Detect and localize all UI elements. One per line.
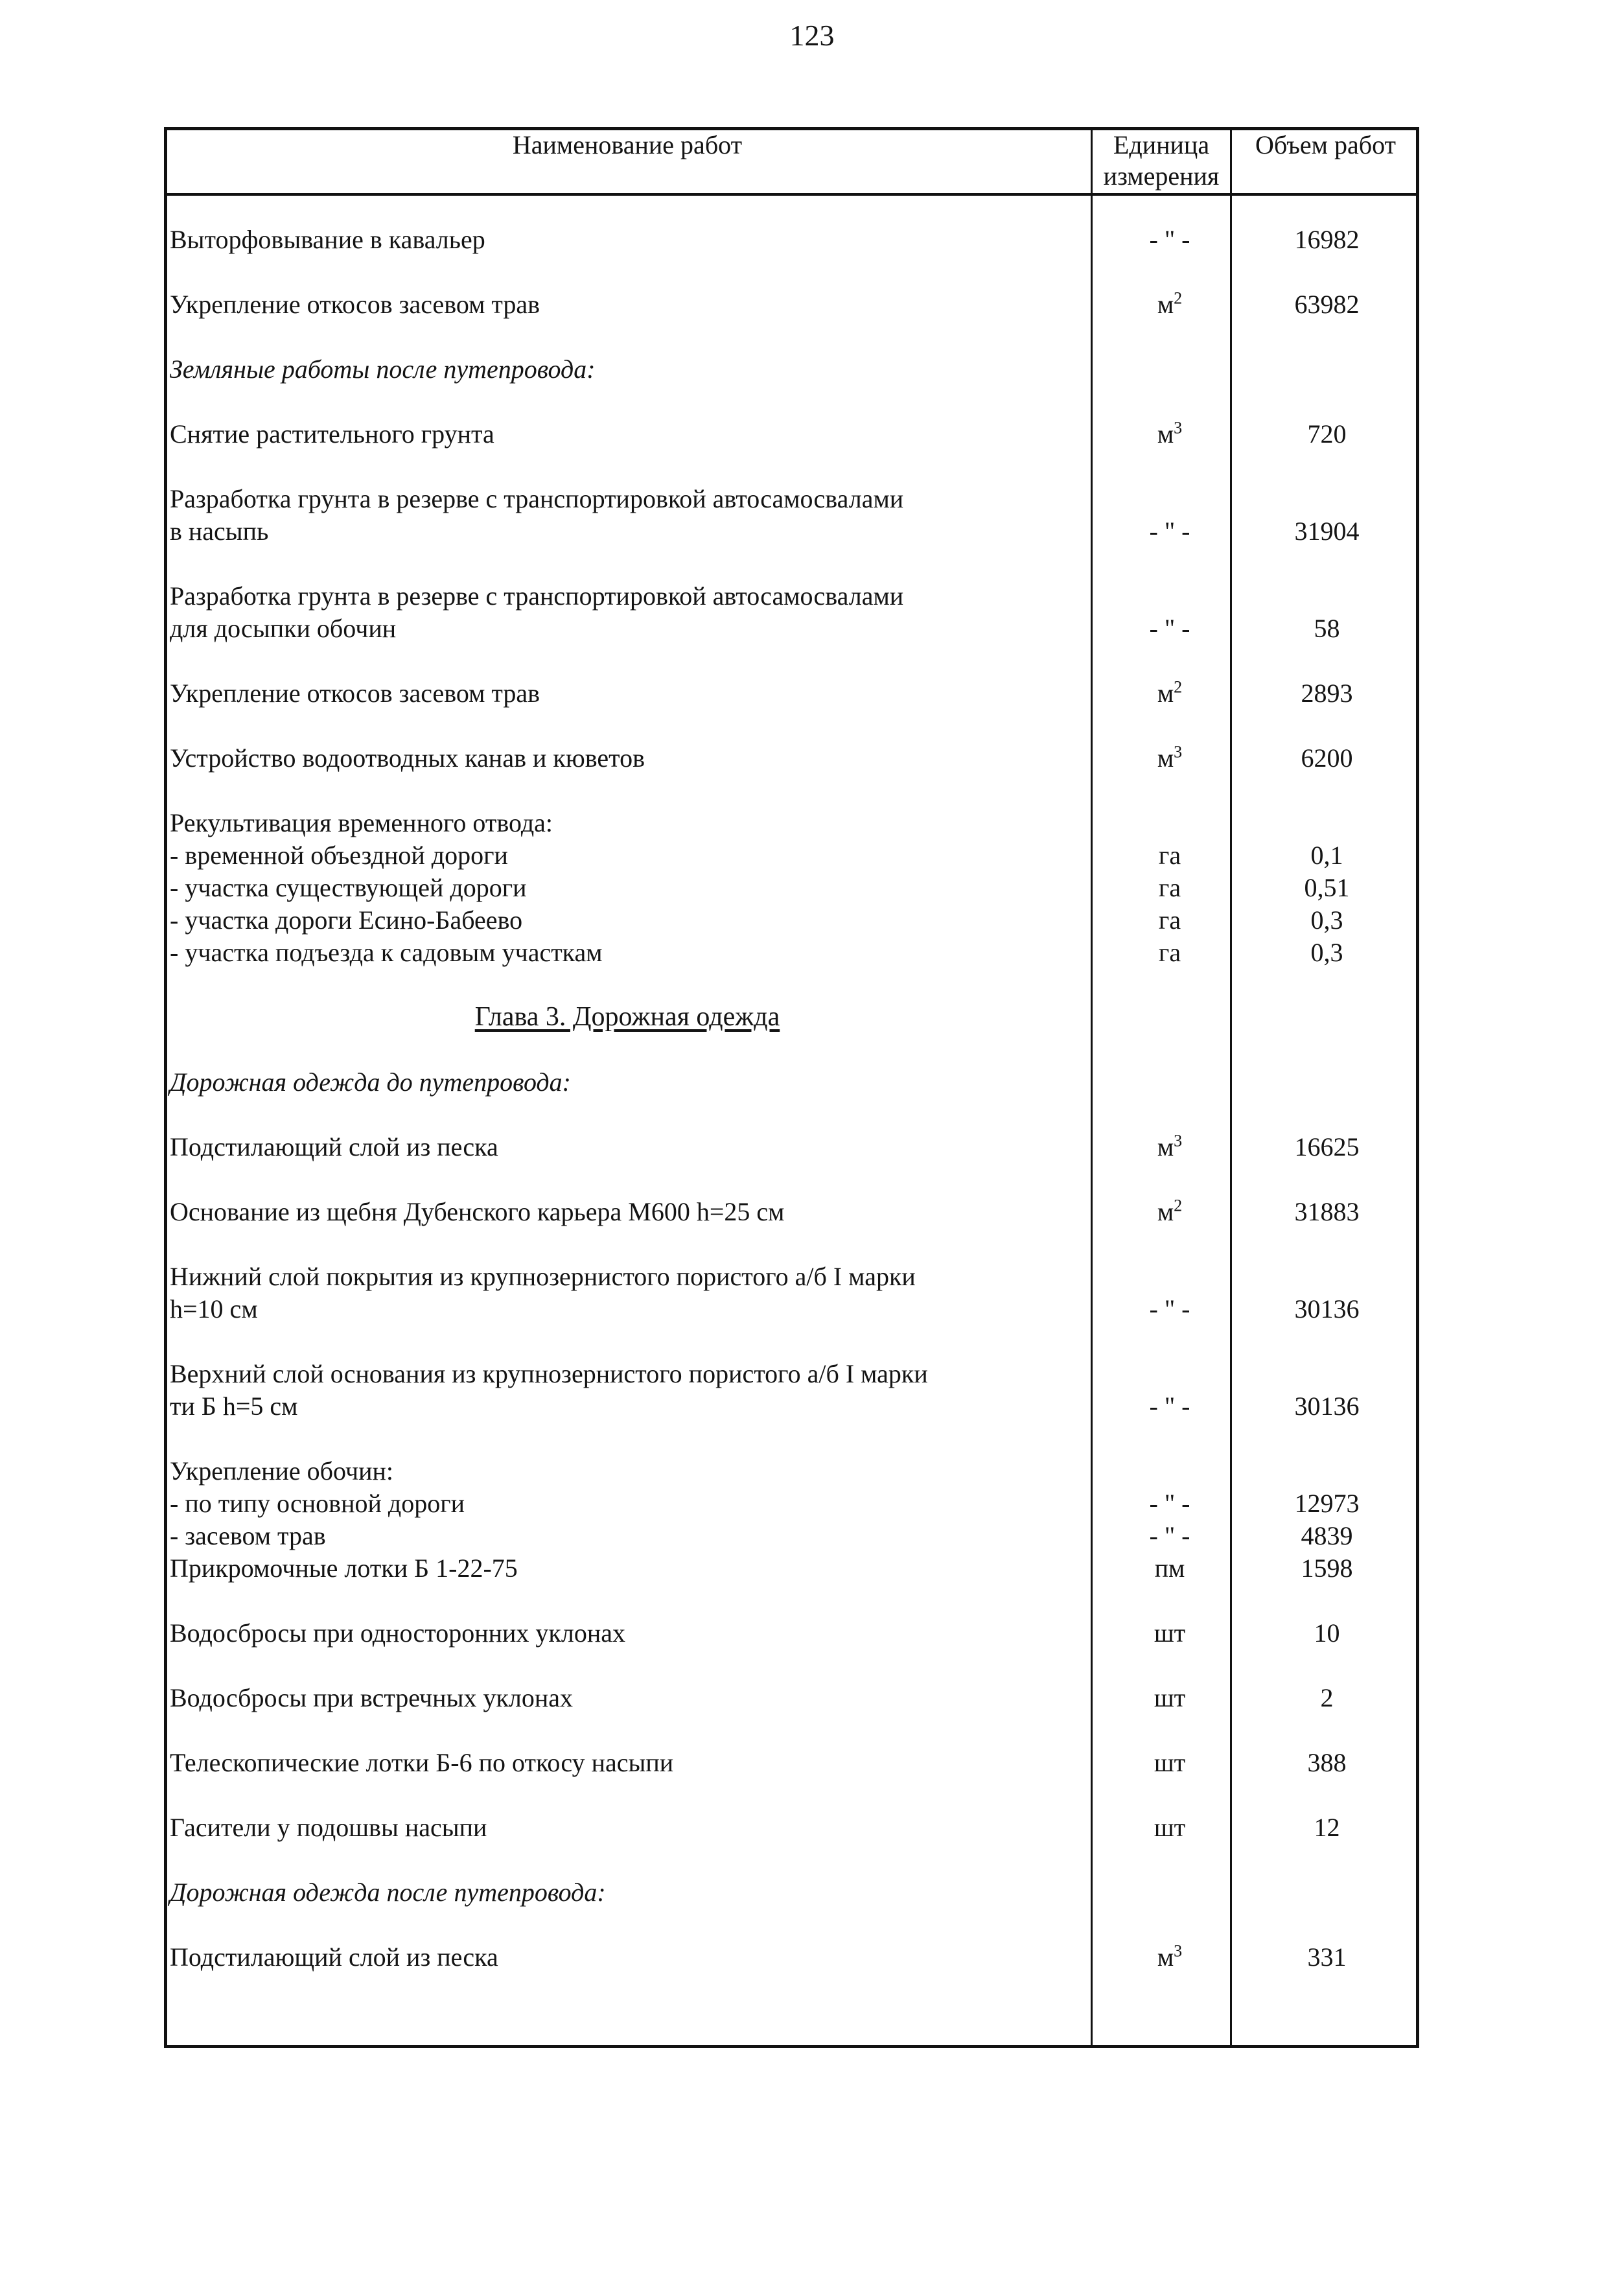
work-name-line: Выторфовывание в кавальер bbox=[170, 225, 485, 254]
unit-cell bbox=[1102, 224, 1238, 256]
work-name-line: - участка существующей дороги bbox=[170, 873, 527, 902]
work-name-line: - участка подъезда к садовым участкам bbox=[170, 938, 603, 967]
unit-cell bbox=[1102, 1941, 1238, 1974]
work-name-cell bbox=[170, 807, 1090, 969]
unit-cell bbox=[1102, 1747, 1238, 1779]
quantity-value: 30136 bbox=[1294, 1392, 1360, 1421]
quantity-cell bbox=[1244, 288, 1409, 321]
quantity-value: 16625 bbox=[1294, 1132, 1360, 1161]
unit-value: га bbox=[1158, 905, 1181, 935]
unit-cell bbox=[1102, 1812, 1238, 1844]
unit-exponent: 2 bbox=[1174, 677, 1183, 697]
quantity-cell bbox=[1244, 515, 1409, 548]
chapter-heading: Глава 3. Дорожная одежда bbox=[474, 1002, 780, 1032]
quantity-cell bbox=[1244, 1682, 1409, 1714]
work-name-cell bbox=[170, 483, 1090, 548]
work-name-line: - участка дороги Есино-Бабеево bbox=[170, 905, 523, 935]
quantity-cell bbox=[1244, 1617, 1409, 1649]
unit-value: шт bbox=[1154, 1618, 1186, 1648]
unit-exponent: 2 bbox=[1174, 288, 1183, 308]
unit-value: га bbox=[1158, 841, 1181, 870]
quantity-cell bbox=[1244, 1941, 1409, 1974]
header-unit-line2: измерения bbox=[1103, 161, 1220, 191]
unit-value: га bbox=[1158, 938, 1181, 967]
quantity-value: 2893 bbox=[1301, 679, 1353, 708]
quantity-value: 0,51 bbox=[1304, 873, 1350, 902]
work-name-line: Земляные работы после путепровода: bbox=[170, 355, 596, 384]
unit-value: - " - bbox=[1149, 517, 1190, 546]
quantity-cell bbox=[1244, 1747, 1409, 1779]
work-name-line: Разработка грунта в резерве с транспортировкой автосамосвалами bbox=[170, 581, 904, 611]
quantity-value: 331 bbox=[1307, 1942, 1347, 1972]
work-name-cell bbox=[170, 1552, 1090, 1585]
quantity-value: 720 bbox=[1307, 419, 1347, 449]
work-name-line: Подстилающий слой из песка bbox=[170, 1942, 498, 1972]
page-number: 123 bbox=[789, 19, 835, 52]
work-name-line: h=10 см bbox=[170, 1294, 258, 1323]
work-name-line: Нижний слой покрытия из крупнозернистого пористого а/б I марки bbox=[170, 1262, 916, 1291]
work-name-line: - временной объездной дороги bbox=[170, 841, 508, 870]
unit-value: шт bbox=[1154, 1813, 1186, 1842]
header-unit-line1: Единица bbox=[1113, 130, 1210, 159]
work-name-line: Гасители у подошвы насыпи bbox=[170, 1813, 487, 1842]
unit-value: - " - bbox=[1149, 614, 1190, 643]
unit-value: $м^2$ bbox=[1157, 1196, 1183, 1226]
unit-cell bbox=[1102, 1293, 1238, 1325]
quantity-value: 0,3 bbox=[1310, 938, 1343, 967]
quantity-cell bbox=[1244, 1455, 1409, 1552]
work-name-line: Водосбросы при односторонних уклонах bbox=[170, 1618, 625, 1648]
unit-value bbox=[1102, 807, 1238, 839]
work-name-cell bbox=[170, 1812, 1090, 1844]
unit-cell bbox=[1102, 288, 1238, 321]
quantity-value: 10 bbox=[1314, 1618, 1340, 1648]
section-heading bbox=[170, 1066, 1090, 1099]
quantity-value: 0,1 bbox=[1310, 841, 1343, 870]
work-name-line: Устройство водоотводных канав и кюветов bbox=[170, 743, 645, 773]
section-heading bbox=[170, 1876, 1090, 1909]
unit-value: - " - bbox=[1149, 1521, 1190, 1550]
unit-value: $м^3$ bbox=[1157, 1941, 1183, 1972]
unit-cell bbox=[1102, 612, 1238, 645]
work-name-cell bbox=[170, 1196, 1090, 1228]
quantity-value: 30136 bbox=[1294, 1294, 1360, 1323]
work-name-line: Укрепление обочин: bbox=[170, 1456, 394, 1486]
work-name-cell bbox=[170, 224, 1090, 256]
work-name-line: Основание из щебня Дубенского карьера М600 h=25 см bbox=[170, 1197, 785, 1226]
unit-value: шт bbox=[1154, 1683, 1186, 1712]
work-name-line: Водосбросы при встречных уклонах bbox=[170, 1683, 573, 1712]
quantity-value: 388 bbox=[1307, 1748, 1347, 1777]
unit-value: - " - bbox=[1149, 1294, 1190, 1323]
quantity-value bbox=[1244, 807, 1409, 839]
work-name-cell bbox=[170, 1747, 1090, 1779]
unit-cell bbox=[1102, 1617, 1238, 1649]
unit-cell bbox=[1102, 677, 1238, 710]
unit-value: $м^3$ bbox=[1157, 1131, 1183, 1161]
work-name-line: Разработка грунта в резерве с транспортировкой автосамосвалами bbox=[170, 484, 904, 513]
unit-cell bbox=[1102, 1455, 1238, 1552]
section-heading bbox=[170, 353, 1090, 386]
unit-exponent: 3 bbox=[1174, 1941, 1183, 1961]
work-name-line: Дорожная одежда до путепровода: bbox=[170, 1067, 571, 1097]
quantity-cell bbox=[1244, 807, 1409, 969]
unit-exponent: 3 bbox=[1174, 1131, 1183, 1150]
work-name-cell bbox=[170, 418, 1090, 450]
quantity-value: 4839 bbox=[1301, 1521, 1353, 1550]
unit-value: пм bbox=[1154, 1554, 1185, 1583]
quantity-value: 12973 bbox=[1294, 1489, 1360, 1518]
column-divider bbox=[1091, 127, 1093, 2048]
unit-exponent: 3 bbox=[1174, 418, 1183, 437]
unit-value: - " - bbox=[1149, 225, 1190, 254]
work-name-cell bbox=[170, 1131, 1090, 1163]
work-name-line: Подстилающий слой из песка bbox=[170, 1132, 498, 1161]
quantity-cell bbox=[1244, 677, 1409, 710]
work-name-line: Укрепление откосов засевом трав bbox=[170, 679, 540, 708]
quantity-value: 6200 bbox=[1301, 743, 1353, 773]
quantity-value: 0,3 bbox=[1310, 905, 1343, 935]
work-name-line: Дорожная одежда после путепровода: bbox=[170, 1878, 606, 1907]
unit-cell bbox=[1102, 1131, 1238, 1163]
work-name-cell bbox=[170, 580, 1090, 645]
unit-cell bbox=[1102, 807, 1238, 969]
work-name-line: Рекультивация временного отвода: bbox=[170, 808, 553, 837]
work-name-cell bbox=[170, 288, 1090, 321]
quantity-cell bbox=[1244, 418, 1409, 450]
quantity-value: 31904 bbox=[1294, 517, 1360, 546]
work-name-cell bbox=[170, 1682, 1090, 1714]
quantity-cell bbox=[1244, 1390, 1409, 1423]
work-name-line: Телескопические лотки Б-6 по откосу насыпи bbox=[170, 1748, 674, 1777]
unit-cell bbox=[1102, 515, 1238, 548]
work-name-cell bbox=[170, 1261, 1090, 1325]
unit-cell bbox=[1102, 1682, 1238, 1714]
work-name-line: ти Б h=5 см bbox=[170, 1392, 298, 1421]
quantity-cell bbox=[1244, 1293, 1409, 1325]
work-name-cell bbox=[170, 742, 1090, 775]
work-name-line: для досыпки обочин bbox=[170, 614, 397, 643]
quantity-value: 2 bbox=[1320, 1683, 1334, 1712]
unit-cell bbox=[1102, 1196, 1238, 1228]
quantity-value: 12 bbox=[1314, 1813, 1340, 1842]
quantity-cell bbox=[1244, 1812, 1409, 1844]
work-name-line: в насыпь bbox=[170, 517, 269, 546]
work-name-cell bbox=[170, 1617, 1090, 1649]
work-name-line: Верхний слой основания из крупнозернистого пористого а/б I марки bbox=[170, 1359, 928, 1388]
quantity-cell bbox=[1244, 1196, 1409, 1228]
unit-cell bbox=[1102, 1552, 1238, 1585]
work-name-line: Прикромочные лотки Б 1-22-75 bbox=[170, 1554, 518, 1583]
work-name-cell bbox=[170, 1941, 1090, 1974]
unit-cell bbox=[1102, 1390, 1238, 1423]
unit-value: $м^2$ bbox=[1157, 677, 1183, 708]
quantity-cell bbox=[1244, 612, 1409, 645]
unit-value: шт bbox=[1154, 1748, 1186, 1777]
work-name-line: Укрепление откосов засевом трав bbox=[170, 290, 540, 319]
header-quantity: Объем работ bbox=[1255, 130, 1397, 159]
quantity-cell bbox=[1244, 224, 1409, 256]
quantity-value: 31883 bbox=[1294, 1197, 1360, 1226]
unit-value: га bbox=[1158, 873, 1181, 902]
quantity-value: 63982 bbox=[1294, 290, 1360, 319]
header-work-name: Наименование работ bbox=[512, 130, 743, 159]
work-name-cell bbox=[170, 677, 1090, 710]
quantity-value: 16982 bbox=[1294, 225, 1360, 254]
work-name-cell bbox=[170, 1358, 1090, 1423]
quantity-cell bbox=[1244, 1552, 1409, 1585]
unit-exponent: 3 bbox=[1174, 742, 1183, 762]
quantity-cell bbox=[1244, 1131, 1409, 1163]
unit-value bbox=[1102, 1455, 1238, 1487]
unit-value: - " - bbox=[1149, 1489, 1190, 1518]
header-unit bbox=[1093, 130, 1230, 192]
work-name-line: Снятие растительного грунта bbox=[170, 419, 494, 449]
work-name-line: - засевом трав bbox=[170, 1521, 326, 1550]
unit-cell bbox=[1102, 742, 1238, 775]
unit-cell bbox=[1102, 418, 1238, 450]
quantity-cell bbox=[1244, 742, 1409, 775]
work-name-cell bbox=[170, 1455, 1090, 1552]
unit-value: $м^3$ bbox=[1157, 742, 1183, 773]
header-divider bbox=[164, 193, 1419, 196]
unit-exponent: 2 bbox=[1174, 1196, 1183, 1215]
quantity-value: 1598 bbox=[1301, 1554, 1353, 1583]
unit-value: - " - bbox=[1149, 1392, 1190, 1421]
quantity-value bbox=[1244, 1455, 1409, 1487]
work-name-line: - по типу основной дороги bbox=[170, 1489, 465, 1518]
unit-value: $м^3$ bbox=[1157, 418, 1183, 449]
quantity-value: 58 bbox=[1314, 614, 1340, 643]
unit-value: $м^2$ bbox=[1157, 288, 1183, 319]
